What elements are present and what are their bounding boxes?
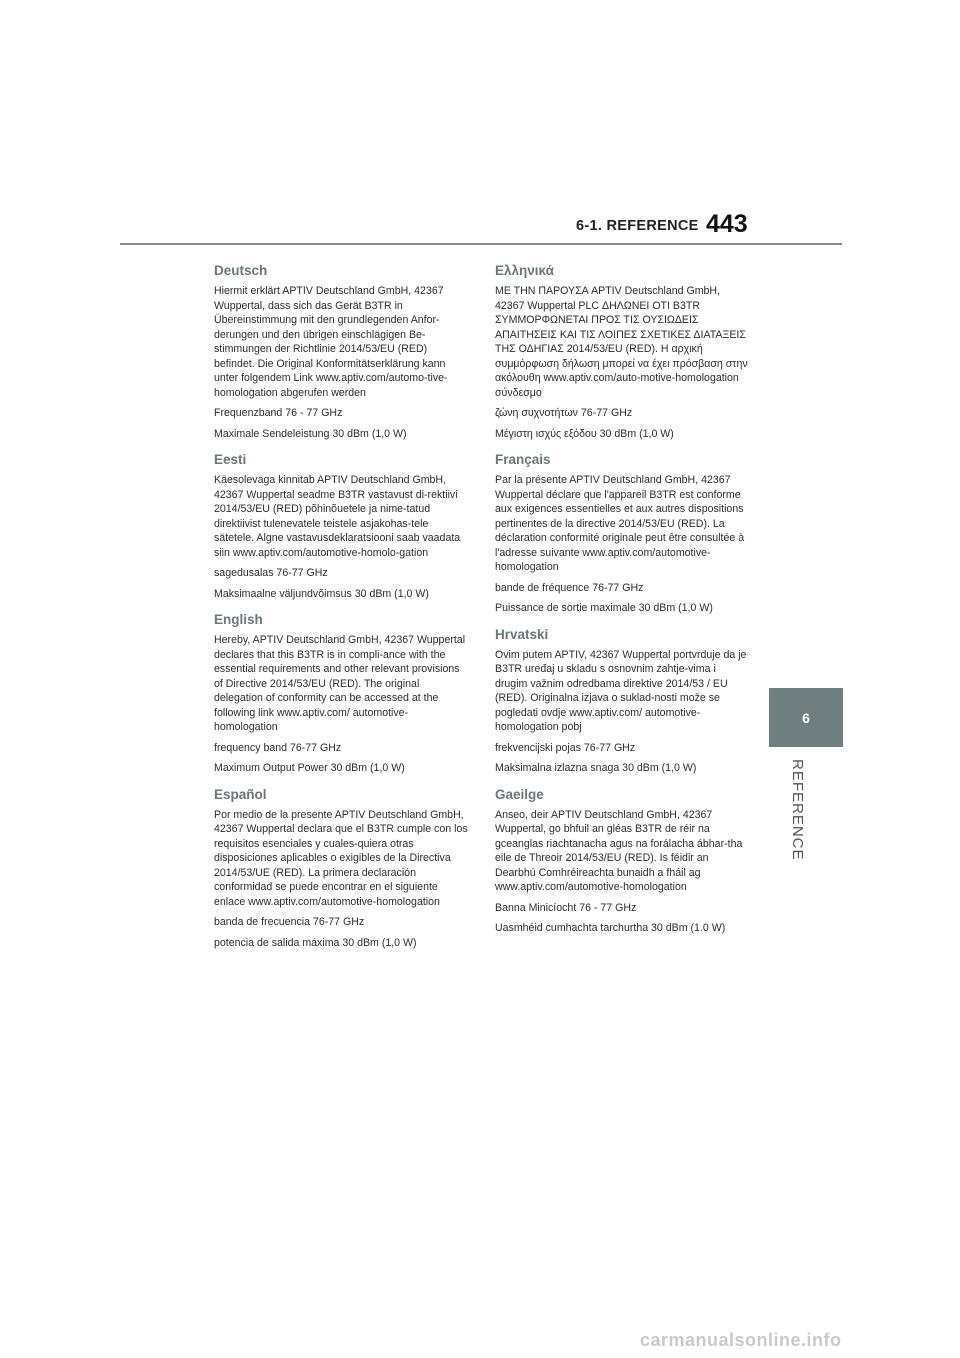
max-power: Maksimalna izlazna snaga 30 dBm (1,0 W) [495, 762, 697, 774]
frequency-band: ζώνη συχνοτήτων 76-77 GHz [495, 407, 633, 419]
right-column [495, 262, 751, 946]
declaration-text: Käesolevaga kinnitab APTIV Deutschland GmbH, 42367 Wuppertal seadme B3TR vastavust di-rektiivi 2014/53/EU (RED) põhinõuetele ja nime-tatud direktiivist tulenevatele teistele asjakohas-tele sätetele. Algne vastavusdeklaratsiooni saab vaadata siin www.aptiv.com/automotive-homolo-gation [214, 474, 461, 559]
max-power: Maximale Sendeleistung 30 dBm (1,0 W) [214, 427, 407, 440]
frequency-band: frequency band 76-77 GHz [214, 741, 342, 754]
chapter-label: REFERENCE [789, 759, 806, 861]
declaration-text: Anseo, deir APTIV Deutschland GmbH, 42367 Wuppertal, go bhfuil an gléas B3TR de réir na gceanglas riachtanacha agus na forálacha ábhar-tha eile de Threoir 2014/53/EU (RED). Is féidir an Dearbhú Comhréireachta bunaidh a fháil ag www.aptiv.com/automotive-homologation [495, 808, 743, 893]
page-number: 443 [706, 210, 748, 238]
frequency-band: bande de fréquence 76-77 GHz [495, 581, 644, 594]
max-power: Μέγιστη ισχύς εξόδου 30 dBm (1,0 W) [495, 427, 674, 440]
max-power: Maksimaalne väljundvõimsus 30 dBm (1,0 W) [214, 587, 429, 600]
declaration-text: Hereby, APTIV Deutschland GmbH, 42367 Wuppertal declares that this B3TR is in compli-ance with the essential requirements and other relevant provisions of Directive 2014/53/EU (RED). The original delegation of conformity can be accessed at the following link www.aptiv.com/ automotive-homologation [214, 634, 466, 733]
section-francais [495, 451, 751, 616]
language-heading: Eesti [214, 452, 247, 467]
declaration-text: Ovim putem APTIV, 42367 Wuppertal portvrduje da je B3TR uređaj u skladu s osnovnim zahtje-vima i drugim važnim odredbama direktive 2014/53 / EU (RED). Originalna izjava o suklad-nosti može se pogledati ovdje www.aptiv.com/ automotive-homologation pobj [495, 648, 747, 733]
left-column [214, 262, 470, 960]
frequency-band: frekvencijski pojas 76-77 GHz [495, 741, 636, 754]
section-ellinika [495, 262, 751, 441]
header-rule [120, 243, 842, 245]
section-deutsch [214, 262, 470, 441]
max-power: potencia de salida máxima 30 dBm (1,0 W) [214, 936, 417, 949]
language-heading: English [214, 612, 263, 627]
frequency-band: banda de frecuencia 76-77 GHz [214, 916, 365, 928]
declaration-text: Por medio de la presente APTIV Deutschland GmbH, 42367 Wuppertal declara que el B3TR cumple con los requisitos esenciales y cuales-quiera otras disposiciones aplicables o exigibles de la Directiva 2014/53/UE (RED). La primera declaración conformidad se puede encontrar en el siguiente enlace www.aptiv.com/automotive-homologation [214, 808, 468, 908]
chapter-tab[interactable] [769, 688, 843, 747]
language-heading: Gaeilge [495, 786, 544, 802]
section-eesti [214, 451, 470, 601]
section-espanol [214, 786, 470, 951]
frequency-band: Banna Minicíocht 76 - 77 GHz [495, 901, 637, 914]
frequency-band: sagedusalas 76-77 GHz [214, 567, 328, 579]
frequency-band: Frequenzband 76 - 77 GHz [214, 407, 343, 419]
language-heading: Hrvatski [495, 626, 549, 642]
language-heading: Español [214, 786, 267, 802]
watermark: carmanualsonline.info [640, 1330, 842, 1350]
max-power: Maximum Output Power 30 dBm (1,0 W) [214, 762, 405, 774]
declaration-text: ΜΕ ΤΗΝ ΠΑΡΟΥΣΑ APTIV Deutschland GmbH, 42367 Wuppertal PLC ΔΗΛΩΝΕΙ ΟΤΙ B3TR ΣΥΜΜΟΡΦΩΝΕΤΑΙ ΠΡΟΣ ΤΙΣ ΟΥΣΙΩΔΕΙΣ ΑΠΑΙΤΗΣΕΙΣ ΚΑΙ ΤΙΣ ΛΟΙΠΕΣ ΣΧΕΤΙΚΕΣ ΔΙΑΤΑΞΕΙΣ ΤΗΣ ΟΔΗΓΙΑΣ 2014/53/EU (RED). Η αρχική συμμόρφωση δήλωση μπορεί να έχει πρόσβαση στην ακόλουθη www.aptiv.com/auto-motive-homologation σύνδεσμο [495, 285, 748, 399]
language-heading: Ελληνικά [495, 263, 554, 278]
chapter-number: 6 [802, 709, 810, 726]
language-heading: Deutsch [214, 263, 268, 278]
max-power: Uasmhéid cumhachta tarchurtha 30 dBm (1.0 W) [495, 922, 726, 934]
declaration-text: Hiermit erklärt APTIV Deutschland GmbH, 42367 Wuppertal, dass sich das Gerät B3TR in Übereinstimmung mit den grundlegenden Anfor-derungen und den übrigen einschlägigen Be-stimmungen der Richtlinie 2014/53/EU (RED) befindet. Die Original Konformitätserklärung kann unter folgendem Link www.aptiv.com/automo-tive-homologation abgerufen werden [214, 285, 448, 399]
language-heading: Français [495, 452, 551, 467]
section-english [214, 611, 470, 776]
section-gaeilge [495, 786, 751, 936]
declaration-text: Par la présente APTIV Deutschland GmbH, 42367 Wuppertal déclare que l'appareil B3TR est conforme aux exigences essentielles et aux autres dispositions pertinentes de la directive 2014/53/EU (RED). La déclaration conformité originale peut être consultée à l'adresse suivante www.aptiv.com/automotive-homologation [495, 474, 745, 573]
section-title: 6-1. REFERENCE [576, 218, 699, 234]
section-hrvatski [495, 626, 751, 776]
max-power: Puissance de sortie maximale 30 dBm (1,0 W) [495, 602, 713, 614]
